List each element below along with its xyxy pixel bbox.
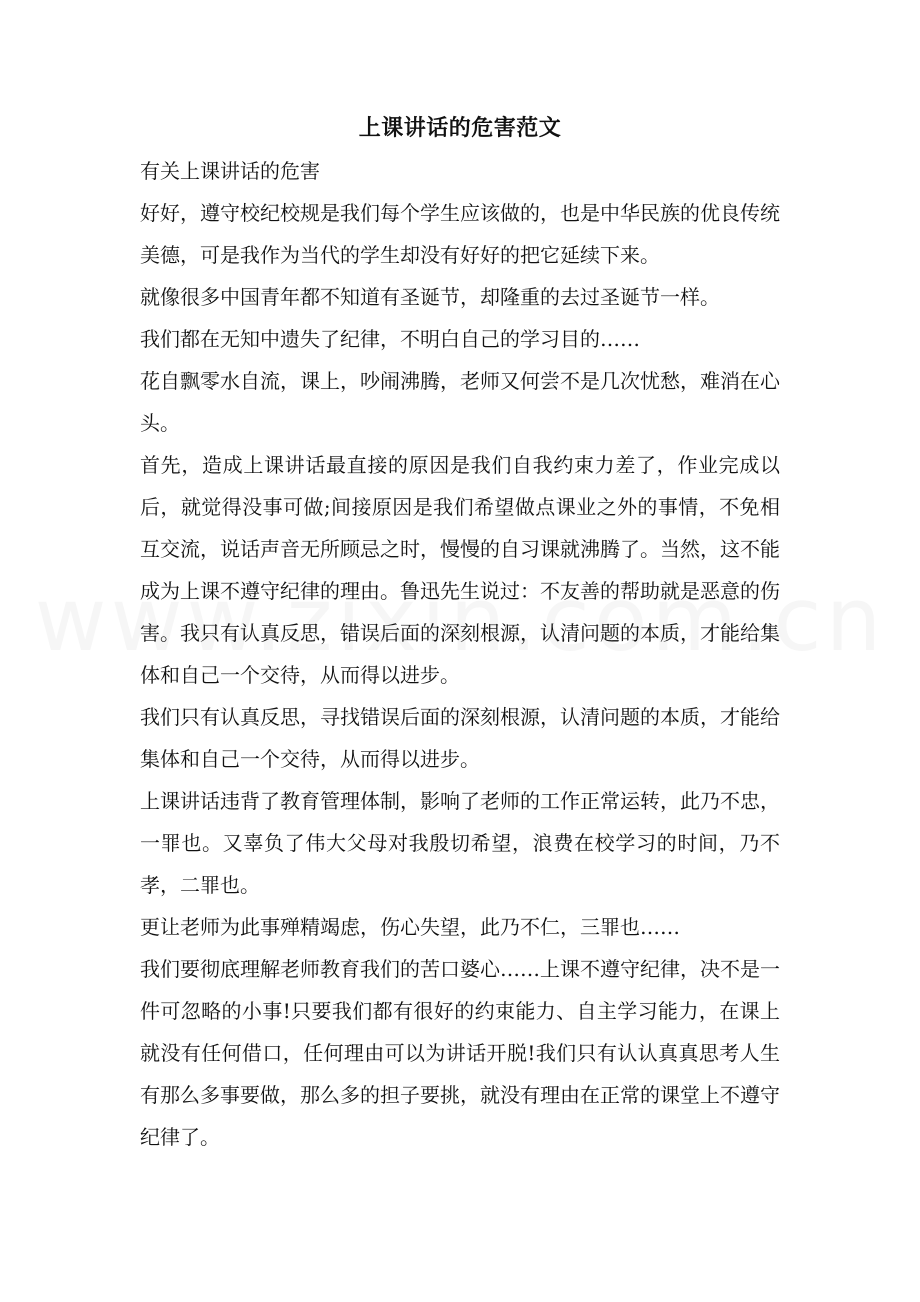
paragraph: 上课讲话违背了教育管理体制，影响了老师的工作正常运转，此乃不忠，一罪也。又辜负了伟大父母对我殷切希望，浪费在校学习的时间，乃不孝，二罪也。 [140, 789, 780, 897]
paragraph: 我们只有认真反思，寻找错误后面的深刻根源，认清问题的本质，才能给集体和自己一个交待，从而得以进步。 [140, 705, 780, 771]
paragraph: 就像很多中国青年都不知道有圣诞节，却隆重的去过圣诞节一样。 [140, 285, 720, 309]
paragraph: 我们都在无知中遗失了纪律，不明白自己的学习目的…… [140, 327, 640, 351]
page-title: 上课讲话的危害范文 [358, 115, 562, 141]
paragraph: 好好，遵守校纪校规是我们每个学生应该做的，也是中华民族的优良传统美德，可是我作为当代的学生却没有好好的把它延续下来。 [140, 201, 780, 267]
paragraph: 我们要彻底理解老师教育我们的苦口婆心……上课不遵守纪律，决不是一件可忽略的小事!只要我们都有很好的约束能力、自主学习能力，在课上就没有任何借口，任何理由可以为讲话开脱!我们只有认认真真思考人生有那么多事要做，那么多的担子要挑，就没有理由在正常的课堂上不遵守纪律了。 [140, 957, 780, 1149]
paragraph: 有关上课讲话的危害 [140, 159, 320, 183]
paragraph: 更让老师为此事殚精竭虑，伤心失望，此乃不仁，三罪也…… [140, 915, 680, 939]
paragraph: 花自飘零水自流，课上，吵闹沸腾，老师又何尝不是几次忧愁，难消在心头。 [140, 369, 780, 435]
paragraph: 首先，造成上课讲话最直接的原因是我们自我约束力差了，作业完成以后，就觉得没事可做;间接原因是我们希望做点课业之外的事情，不免相互交流，说话声音无所顾忌之时，慢慢的自习课就沸腾了。当然，这不能成为上课不遵守纪律的理由。鲁迅先生说过：不友善的帮助就是恶意的伤害。我只有认真反思，错误后面的深刻根源，认清问题的本质，才能给集体和自己一个交待，从而得以进步。 [140, 453, 780, 687]
document-body [140, 150, 780, 1158]
